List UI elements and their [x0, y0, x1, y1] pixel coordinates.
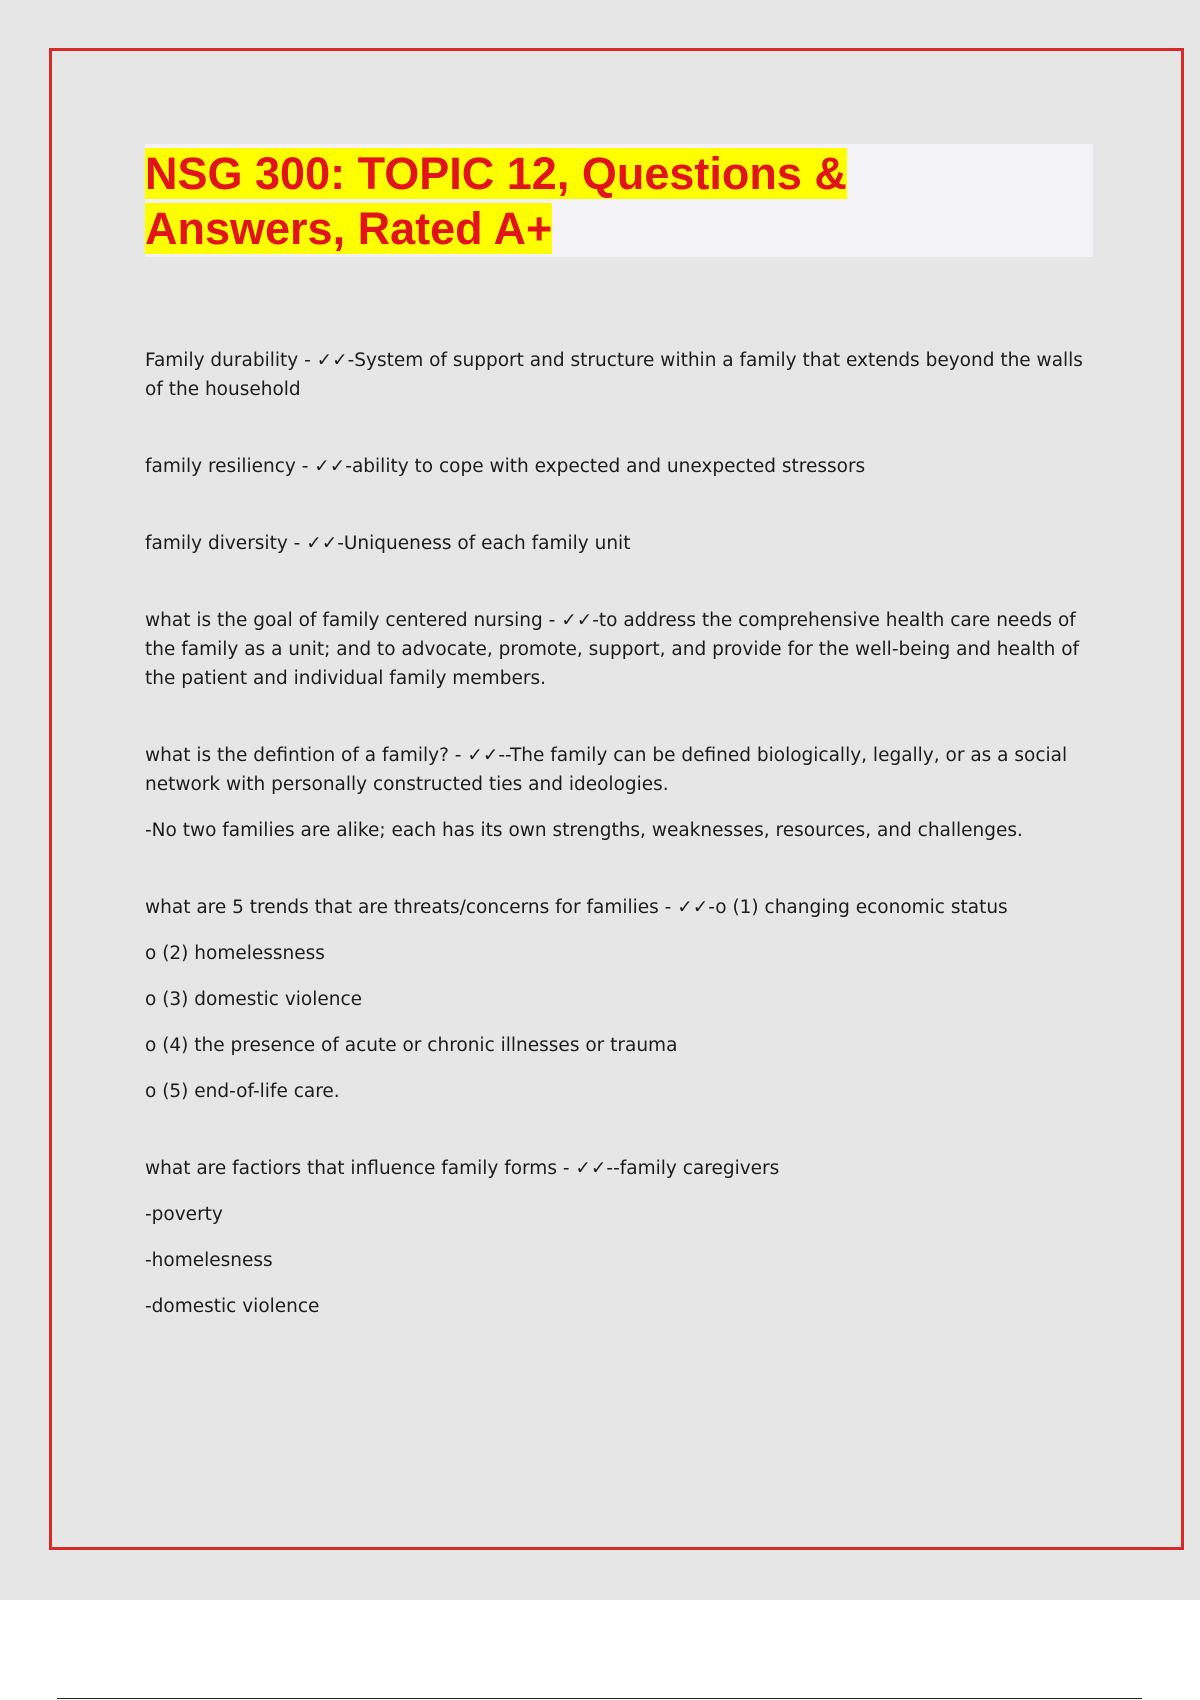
qa-entry-family-durability [145, 346, 1095, 404]
qa-line: family diversity - ✓✓-Uniqueness of each family unit [145, 533, 631, 554]
document-title [145, 146, 1045, 256]
qa-list-item: o (4) the presence of acute or chronic illnesses or trauma [145, 1035, 678, 1056]
qa-entry-family-diversity [145, 529, 1095, 558]
qa-entry-family-definition [145, 741, 1095, 845]
qa-entry-family-threats [145, 893, 1095, 1106]
qa-list-item: -homelesness [145, 1250, 273, 1271]
qa-list-item: -poverty [145, 1204, 223, 1225]
qa-line: -No two families are alike; each has its own strengths, weaknesses, resources, and challenges. [145, 820, 1023, 841]
qa-line: what is the defintion of a family? - ✓✓--The family can be defined biologically, legally, or as a social network with personally constructed ties and ideologies. [145, 745, 1068, 795]
qa-entry-goal-family-nursing [145, 606, 1095, 693]
footer-divider [57, 1698, 1142, 1699]
qa-entry-family-resiliency [145, 452, 1095, 481]
qa-list-item: o (3) domestic violence [145, 989, 363, 1010]
qa-line: family resiliency - ✓✓-ability to cope with expected and unexpected stressors [145, 456, 866, 477]
qa-list-item: o (5) end-of-life care. [145, 1081, 340, 1102]
document-title-text: NSG 300: TOPIC 12, Questions & Answers, Rated A+ [145, 148, 847, 254]
qa-list-item: -domestic violence [145, 1296, 320, 1317]
qa-content [145, 346, 1095, 1369]
qa-line: what is the goal of family centered nursing - ✓✓-to address the comprehensive health care needs of the family as a unit; and to advocate, promote, support, and provide for the well-being and health of the patient and individual family members. [145, 610, 1080, 689]
qa-line: what are factiors that influence family forms - ✓✓--family caregivers [145, 1158, 780, 1179]
qa-list-item: o (2) homelessness [145, 943, 325, 964]
qa-line: what are 5 trends that are threats/concerns for families - ✓✓-o (1) changing economic status [145, 897, 1008, 918]
qa-entry-family-forms [145, 1154, 1095, 1321]
qa-line: Family durability - ✓✓-System of support and structure within a family that extends beyond the walls of the household [145, 350, 1083, 400]
